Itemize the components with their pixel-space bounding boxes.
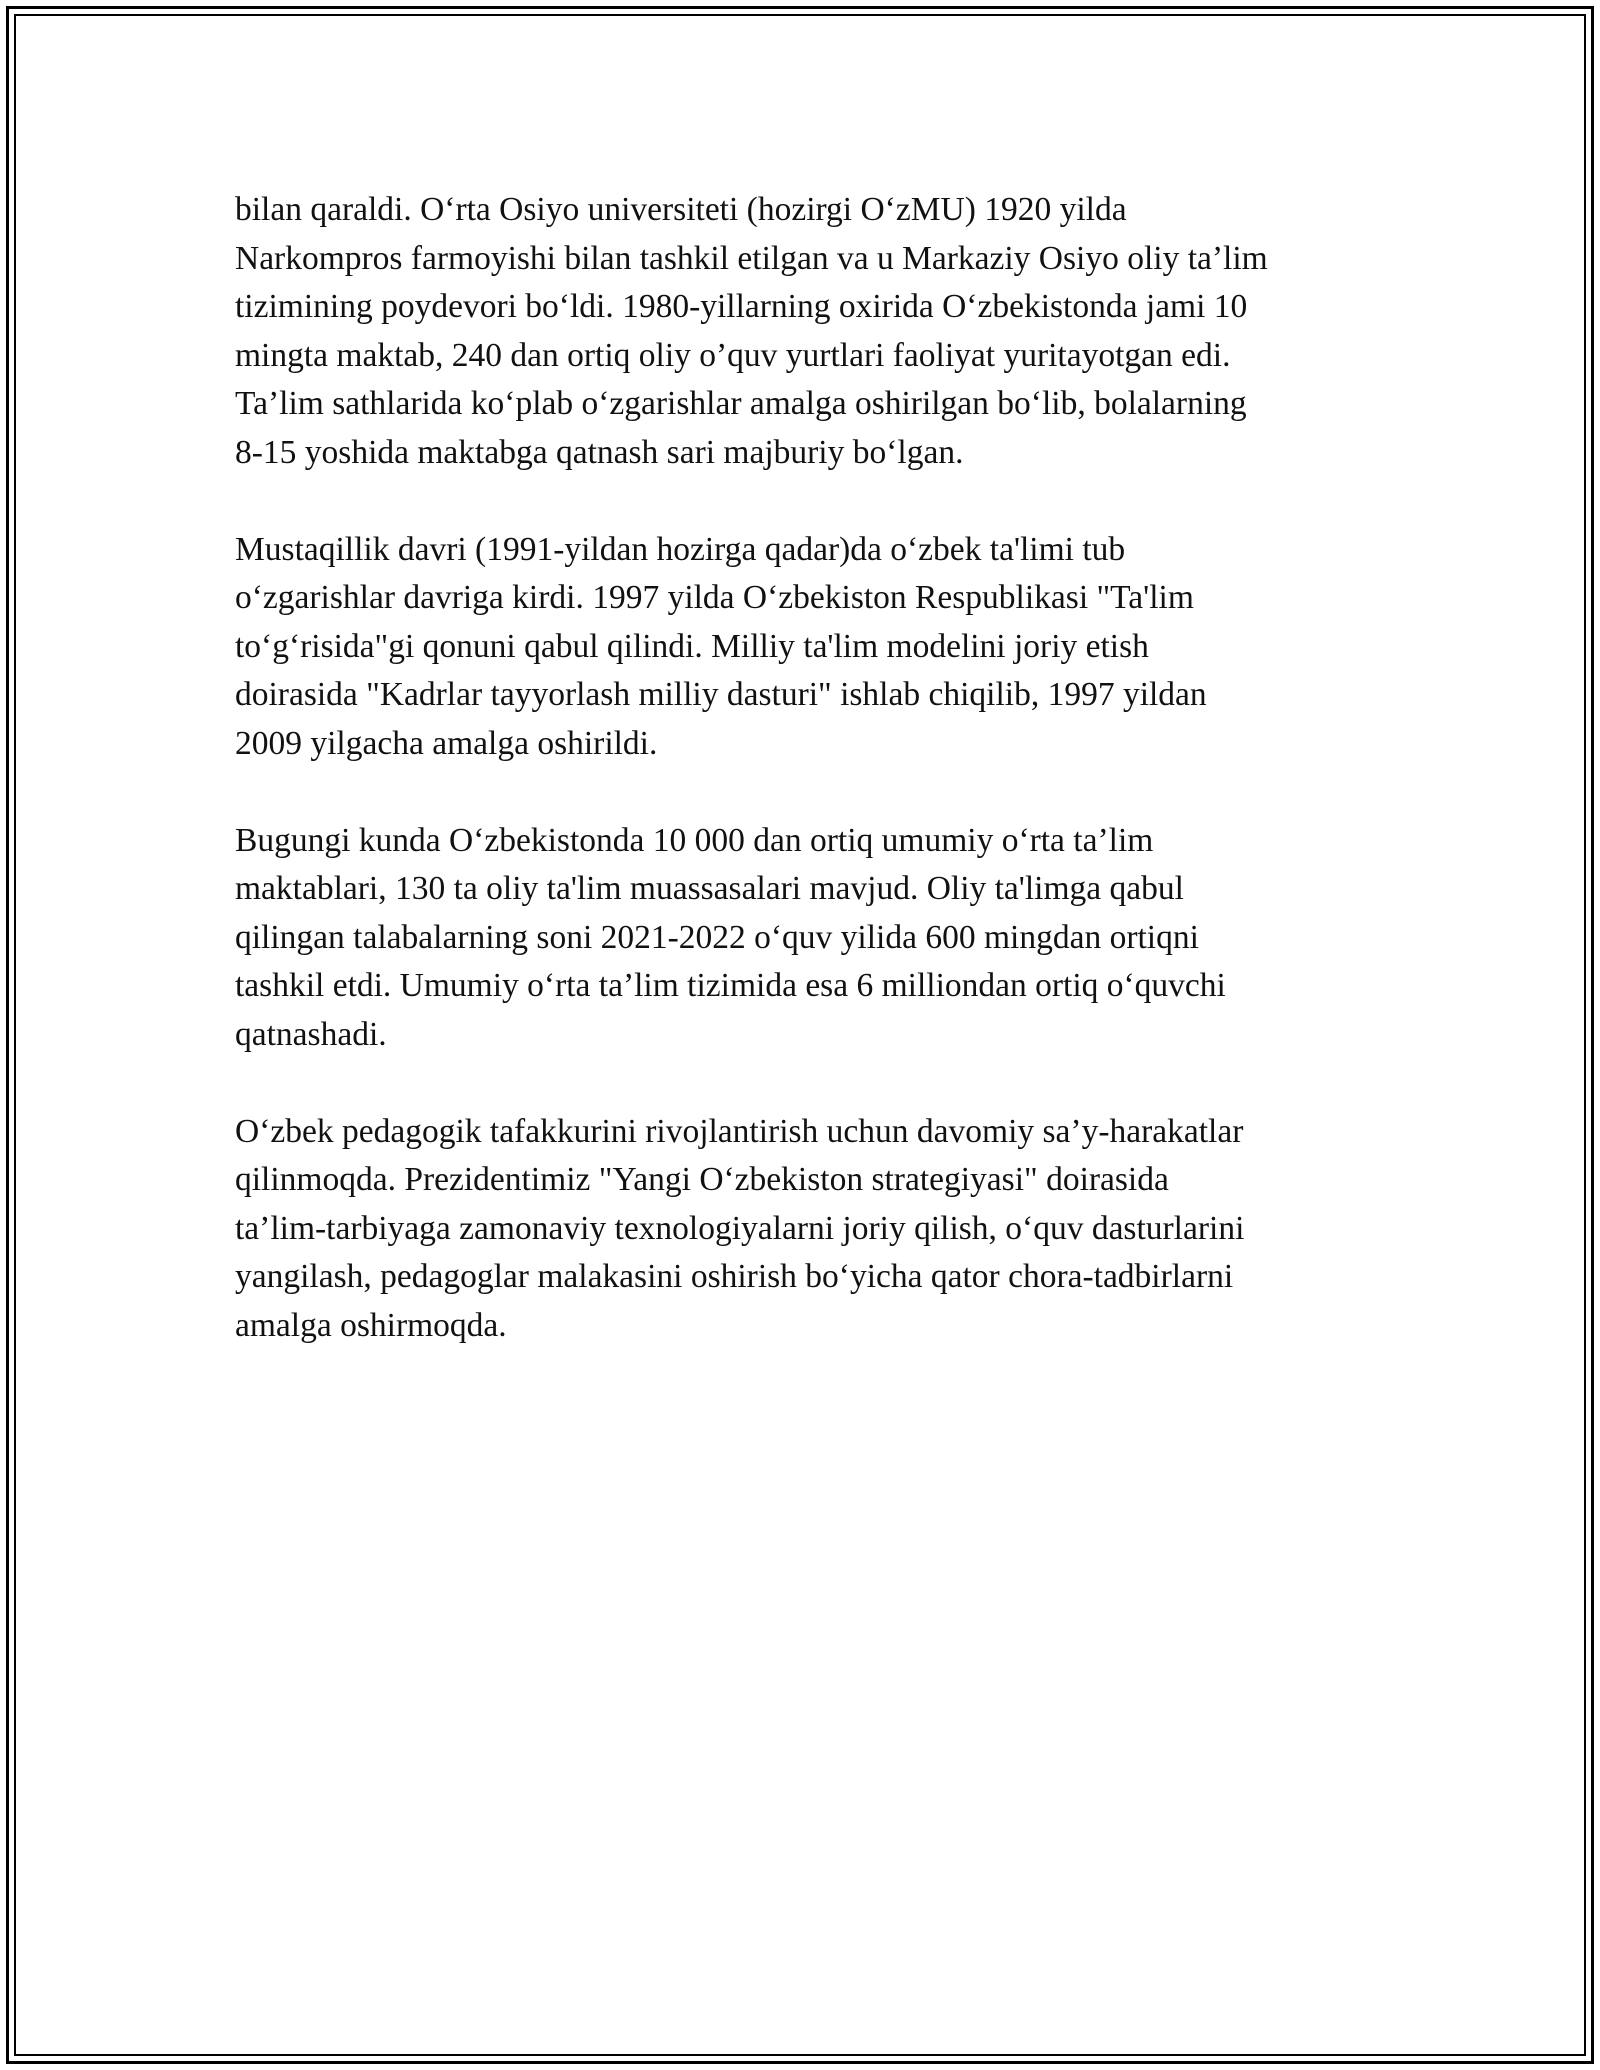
document-body (235, 186, 1375, 1399)
paragraph-2: Mustaqillik davri (1991-yildan hozirga qadar)da o‘zbek ta'limi tub o‘zgarishlar davriga kirdi. 1997 yilda O‘zbekiston Respublikasi "Ta'lim to‘g‘risida"gi qonuni qabul qilindi. Milliy ta'lim modelini joriy etish doirasida "Kadrlar tayyorlash milliy dasturi" ishlab chiqilib, 1997 yildan 2009 yilgacha amalga oshirildi. (235, 530, 1207, 762)
paragraph-4: O‘zbek pedagogik tafakkurini rivojlantirish uchun davomiy sa’y-harakatlar qilinmoqda. Prezidentimiz "Yangi O‘zbekiston strategiyasi" doirasida ta’lim-tarbiyaga zamonaviy texnologiyalarni joriy qilish, o‘quv dasturlarini yangilash, pedagoglar malakasini oshirish bo‘yicha qator chora-tadbirlarni amalga oshirmoqda. (235, 1112, 1245, 1344)
paragraph-3: Bugungi kunda O‘zbekistonda 10 000 dan ortiq umumiy o‘rta ta’lim maktablari, 130 ta oliy ta'lim muassasalari mavjud. Oliy ta'limga qabul qilingan talabalarning soni 2021-2022 o‘quv yilida 600 mingdan ortiqni tashkil etdi. Umumiy o‘rta ta’lim tizimida esa 6 milliondan ortiq o‘quvchi qatnashadi. (235, 821, 1226, 1053)
paragraph-1: bilan qaraldi. O‘rta Osiyo universiteti (hozirgi O‘zMU) 1920 yilda Narkompros farmoyishi bilan tashkil etilgan va u Markaziy Osiyo oliy ta’lim tizimining poydevori bo‘ldi. 1980-yillarning oxirida O‘zbekistonda jami 10 mingta maktab, 240 dan ortiq oliy o’quv yurtlari faoliyat yuritayotgan edi. Ta’lim sathlarida ko‘plab o‘zgarishlar amalga oshirilgan bo‘lib, bolalarning 8-15 yoshida maktabga qatnash sari majburiy bo‘lgan. (235, 191, 1268, 471)
